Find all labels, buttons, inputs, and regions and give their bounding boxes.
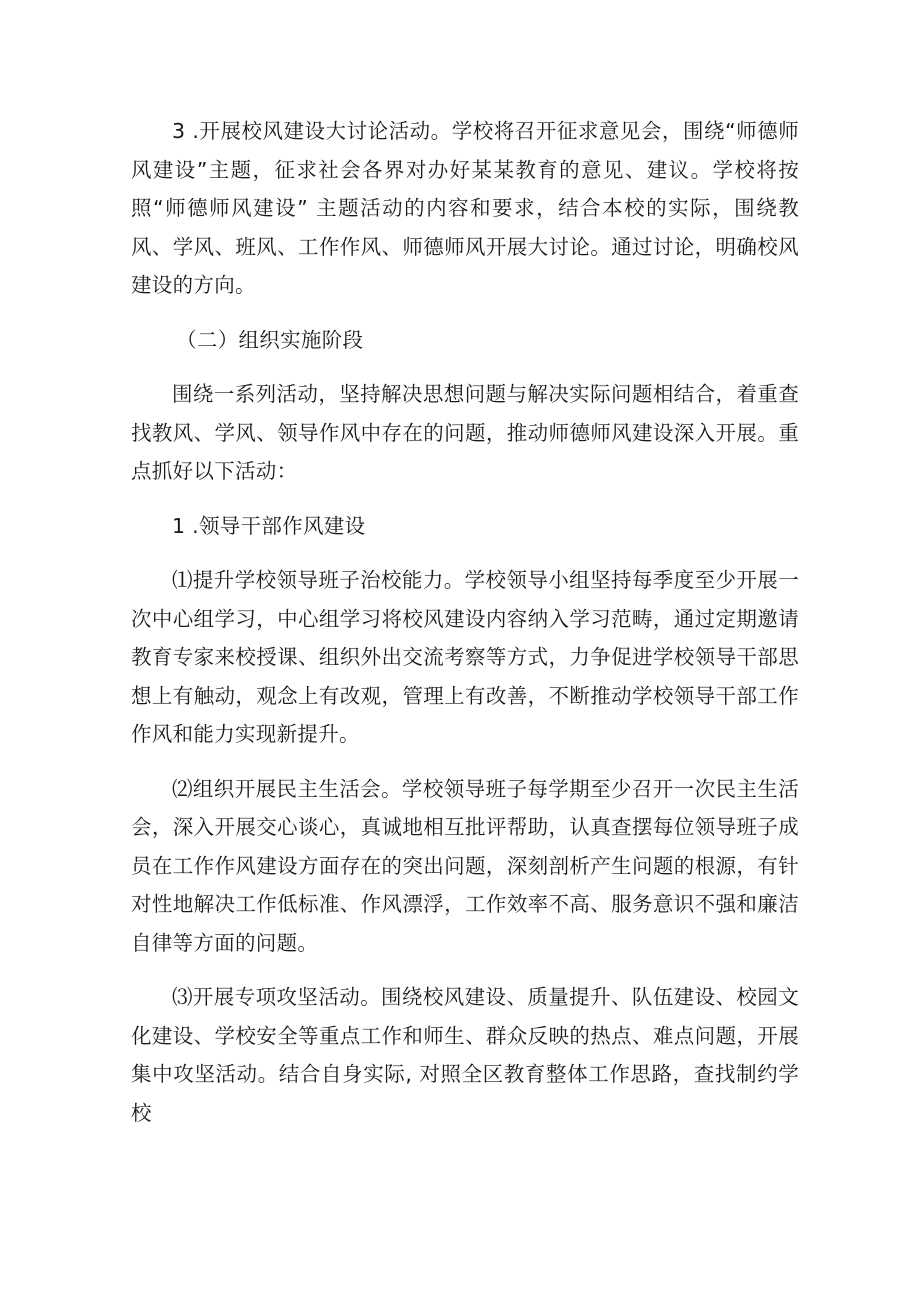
paragraph-special-campaign: ⑶开展专项攻坚活动。围绕校风建设、质量提升、队伍建设、校园文化建设、学校安全等重点工作和师生、群众反映的热点、难点问题，开展集中攻坚活动。结合自身实际, 对照全区教育整体工作思路，查找制约学校 bbox=[131, 985, 799, 1125]
paragraph-democratic-meeting: ⑵组织开展民主生活会。学校领导班子每学期至少召开一次民主生活会，深入开展交心谈心，真诚地相互批评帮助，认真查摆每位领导班子成员在工作作风建设方面存在的突出问题，深刻剖析产生问题的根源，有针对性地解决工作低标准、作风漂浮，工作效率不高、服务意识不强和廉洁自律等方面的问题。 bbox=[131, 776, 799, 955]
section-heading-implementation: （二）组织实施阶段 bbox=[176, 327, 364, 352]
subheading-leadership-style: 1 .领导干部作风建设 bbox=[172, 513, 366, 538]
paragraph-activities-overview: 围绕一系列活动，坚持解决思想问题与解决实际问题相结合，着重查找教风、学风、领导作风中存在的问题，推动师德师风建设深入开展。重点抓好以下活动： bbox=[131, 382, 799, 483]
paragraph-leadership-capacity: ⑴提升学校领导班子治校能力。学校领导小组坚持每季度至少开展一次中心组学习，中心组学习将校风建设内容纳入学习范畴，通过定期邀请教育专家来校授课、组织外出交流考察等方式，力争促进学校领导干部思想上有触动，观念上有改观，管理上有改善，不断推动学校领导干部工作作风和能力实现新提升。 bbox=[131, 568, 799, 746]
paragraph-discussion-activity: 3 .开展校风建设大讨论活动。学校将召开征求意见会，围绕“师德师风建设”主题，征求社会各界对办好某某教育的意见、建议。学校将按照“师德师风建设” 主题活动的内容和要求，结合本校的实际，围绕教风、学风、班风、工作作风、师德师风开展大讨论。通过讨论，明确校风建设的方向。 bbox=[131, 119, 799, 297]
document-body bbox=[131, 112, 799, 1148]
